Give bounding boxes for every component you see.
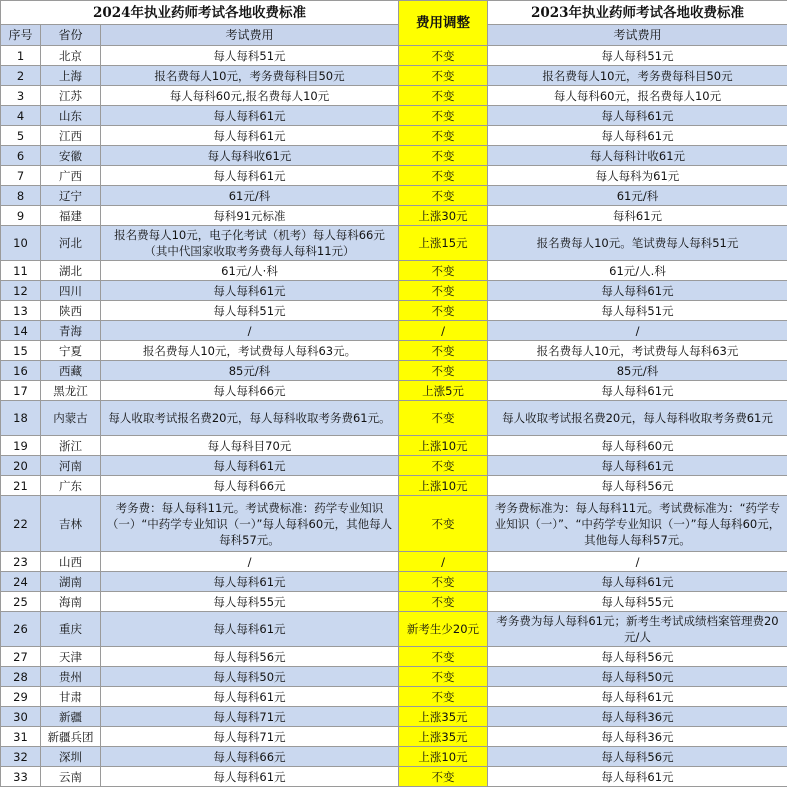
row-adjustment: 不变	[399, 186, 488, 206]
row-province: 山西	[41, 552, 101, 572]
table-row	[1, 476, 787, 496]
row-adjustment: 上涨15元	[399, 226, 488, 261]
row-province: 湖北	[41, 261, 101, 281]
row-fee-2024: 考务费：每人每科11元。考试费标准：药学专业知识（一）“中药学专业知识（一）”每人每科60元，其他每人每科57元。	[101, 496, 399, 552]
row-fee-2024: 每人收取考试报名费20元，每人每科收取考务费61元。	[101, 401, 399, 436]
table-row	[1, 767, 787, 787]
row-adjustment: 不变	[399, 767, 488, 787]
row-number: 7	[1, 166, 41, 186]
row-adjustment: 不变	[399, 46, 488, 66]
row-adjustment: /	[399, 321, 488, 341]
row-adjustment: 不变	[399, 687, 488, 707]
row-adjustment: 不变	[399, 166, 488, 186]
row-fee-2023: 每人每科56元	[488, 476, 787, 496]
row-province: 新疆	[41, 707, 101, 727]
row-number: 22	[1, 496, 41, 552]
row-province: 贵州	[41, 667, 101, 687]
row-province: 黑龙江	[41, 381, 101, 401]
row-province: 山东	[41, 106, 101, 126]
row-adjustment: 不变	[399, 647, 488, 667]
row-fee-2024: 每人每科56元	[101, 647, 399, 667]
table-row	[1, 146, 787, 166]
table-row	[1, 456, 787, 476]
row-fee-2023: 每人每科61元	[488, 456, 787, 476]
row-number: 9	[1, 206, 41, 226]
row-province: 云南	[41, 767, 101, 787]
row-fee-2023: 61元/人.科	[488, 261, 787, 281]
row-fee-2024: 61元/科	[101, 186, 399, 206]
row-adjustment: 不变	[399, 456, 488, 476]
row-fee-2024: 61元/人·科	[101, 261, 399, 281]
row-adjustment: 上涨10元	[399, 747, 488, 767]
header-province: 省份	[41, 25, 101, 46]
row-number: 20	[1, 456, 41, 476]
row-adjustment: 上涨35元	[399, 707, 488, 727]
row-fee-2024: 每科91元标准	[101, 206, 399, 226]
row-fee-2024: 每人每科66元	[101, 381, 399, 401]
table-row	[1, 341, 787, 361]
row-fee-2023: 每人每科61元	[488, 767, 787, 787]
title-adjust	[399, 1, 488, 46]
table-row	[1, 707, 787, 727]
table-row	[1, 186, 787, 206]
row-number: 23	[1, 552, 41, 572]
row-fee-2024: 每人每科66元	[101, 476, 399, 496]
row-adjustment: 上涨5元	[399, 381, 488, 401]
row-adjustment: 不变	[399, 106, 488, 126]
row-fee-2024: 报名费每人10元，考试费每人每科63元。	[101, 341, 399, 361]
row-number: 29	[1, 687, 41, 707]
row-number: 13	[1, 301, 41, 321]
row-province: 天津	[41, 647, 101, 667]
row-adjustment: 新考生少20元	[399, 612, 488, 647]
row-number: 31	[1, 727, 41, 747]
row-number: 4	[1, 106, 41, 126]
table-row	[1, 592, 787, 612]
row-fee-2024: 每人每科61元	[101, 281, 399, 301]
row-number: 11	[1, 261, 41, 281]
row-adjustment: 不变	[399, 496, 488, 552]
row-fee-2023: /	[488, 321, 787, 341]
row-province: 青海	[41, 321, 101, 341]
row-fee-2023: 每人每科61元	[488, 281, 787, 301]
table-row	[1, 381, 787, 401]
row-fee-2024: 每人每科61元	[101, 456, 399, 476]
row-fee-2023: 每人每科55元	[488, 592, 787, 612]
row-province: 重庆	[41, 612, 101, 647]
row-fee-2023: 每人每科61元	[488, 126, 787, 146]
row-fee-2023: 每人每科61元	[488, 106, 787, 126]
row-province: 安徽	[41, 146, 101, 166]
row-fee-2024: 每人每科66元	[101, 747, 399, 767]
row-fee-2023: 每人收取考试报名费20元，每人每科收取考务费61元	[488, 401, 787, 436]
row-fee-2024: 报名费每人10元，电子化考试（机考）每人每科66元（其中代国家收取考务费每人每科11元）	[101, 226, 399, 261]
row-province: 内蒙古	[41, 401, 101, 436]
row-adjustment: /	[399, 552, 488, 572]
row-adjustment: 不变	[399, 401, 488, 436]
row-province: 上海	[41, 66, 101, 86]
table-row	[1, 46, 787, 66]
table-row	[1, 436, 787, 456]
row-province: 北京	[41, 46, 101, 66]
row-fee-2024: 每人每科61元	[101, 767, 399, 787]
table-row	[1, 496, 787, 552]
row-province: 吉林	[41, 496, 101, 552]
header-no: 序号	[1, 25, 41, 46]
row-fee-2024: /	[101, 552, 399, 572]
row-number: 25	[1, 592, 41, 612]
row-fee-2024: /	[101, 321, 399, 341]
row-number: 3	[1, 86, 41, 106]
row-fee-2023: 每人每科56元	[488, 647, 787, 667]
table-row	[1, 206, 787, 226]
row-fee-2024: 每人每科61元	[101, 166, 399, 186]
table-row	[1, 747, 787, 767]
row-adjustment: 不变	[399, 361, 488, 381]
header-fee-2023: 考试费用	[488, 25, 787, 46]
row-fee-2024: 每人每科61元	[101, 612, 399, 647]
row-adjustment: 上涨30元	[399, 206, 488, 226]
table-row	[1, 401, 787, 436]
title-row	[1, 1, 787, 25]
row-adjustment: 上涨10元	[399, 476, 488, 496]
title-adjust-label: 费用调整	[416, 15, 470, 31]
table-row	[1, 667, 787, 687]
row-number: 26	[1, 612, 41, 647]
row-fee-2023: 每人每科51元	[488, 46, 787, 66]
table-row	[1, 612, 787, 647]
table-row	[1, 281, 787, 301]
row-fee-2023: 每人每科计收61元	[488, 146, 787, 166]
row-number: 17	[1, 381, 41, 401]
row-fee-2024: 每人每科61元	[101, 106, 399, 126]
row-fee-2023: 每人每科61元	[488, 687, 787, 707]
row-fee-2023: 考务费为每人每科61元；新考生考试成绩档案管理费20元/人	[488, 612, 787, 647]
row-number: 32	[1, 747, 41, 767]
row-province: 福建	[41, 206, 101, 226]
row-number: 6	[1, 146, 41, 166]
row-province: 新疆兵团	[41, 727, 101, 747]
row-number: 33	[1, 767, 41, 787]
row-number: 16	[1, 361, 41, 381]
row-fee-2023: 61元/科	[488, 186, 787, 206]
title-2024: 2024年执业药师考试各地收费标准	[1, 1, 399, 25]
row-number: 8	[1, 186, 41, 206]
table-row	[1, 687, 787, 707]
table-row	[1, 126, 787, 146]
row-adjustment: 不变	[399, 126, 488, 146]
row-adjustment: 不变	[399, 261, 488, 281]
table-row	[1, 361, 787, 381]
row-fee-2024: 每人每科收61元	[101, 146, 399, 166]
row-province: 甘肃	[41, 687, 101, 707]
row-province: 湖南	[41, 572, 101, 592]
row-number: 30	[1, 707, 41, 727]
row-province: 深圳	[41, 747, 101, 767]
row-province: 辽宁	[41, 186, 101, 206]
table-row	[1, 727, 787, 747]
table-row	[1, 321, 787, 341]
row-fee-2024: 每人每科61元	[101, 687, 399, 707]
row-fee-2023: 每科61元	[488, 206, 787, 226]
row-province: 江苏	[41, 86, 101, 106]
table-row	[1, 647, 787, 667]
table-row	[1, 301, 787, 321]
row-province: 海南	[41, 592, 101, 612]
row-province: 浙江	[41, 436, 101, 456]
row-number: 14	[1, 321, 41, 341]
title-2023: 2023年执业药师考试各地收费标准	[488, 1, 787, 25]
row-province: 河北	[41, 226, 101, 261]
row-adjustment: 不变	[399, 66, 488, 86]
row-fee-2024: 每人每科50元	[101, 667, 399, 687]
row-fee-2023: 85元/科	[488, 361, 787, 381]
row-adjustment: 不变	[399, 667, 488, 687]
row-number: 2	[1, 66, 41, 86]
header-fee-2024: 考试费用	[101, 25, 399, 46]
row-number: 24	[1, 572, 41, 592]
row-number: 21	[1, 476, 41, 496]
row-fee-2023: 每人每科60元，报名费每人10元	[488, 86, 787, 106]
row-fee-2023: 每人每科51元	[488, 301, 787, 321]
row-fee-2023: 报名费每人10元，考试费每人每科63元	[488, 341, 787, 361]
row-fee-2023: 每人每科36元	[488, 707, 787, 727]
row-fee-2024: 每人每科61元	[101, 572, 399, 592]
row-fee-2023: 每人每科36元	[488, 727, 787, 747]
row-fee-2024: 每人每科71元	[101, 707, 399, 727]
table-row	[1, 552, 787, 572]
table-row	[1, 86, 787, 106]
row-fee-2023: 每人每科61元	[488, 381, 787, 401]
row-fee-2024: 每人每科61元	[101, 126, 399, 146]
row-adjustment: 不变	[399, 86, 488, 106]
row-fee-2023: 每人每科50元	[488, 667, 787, 687]
row-fee-2023: 考务费标准为：每人每科11元。考试费标准为：“药学专业知识（一）”、“中药学专业知识（一）”每人每科60元，其他每人每科57元。	[488, 496, 787, 552]
row-number: 1	[1, 46, 41, 66]
row-fee-2024: 每人每科51元	[101, 301, 399, 321]
row-province: 广西	[41, 166, 101, 186]
row-number: 12	[1, 281, 41, 301]
row-fee-2024: 85元/科	[101, 361, 399, 381]
row-adjustment: 不变	[399, 301, 488, 321]
row-adjustment: 上涨10元	[399, 436, 488, 456]
table-row	[1, 226, 787, 261]
row-fee-2023: 报名费每人10元，考务费每科目50元	[488, 66, 787, 86]
row-adjustment: 不变	[399, 592, 488, 612]
table-row	[1, 66, 787, 86]
row-fee-2023: 报名费每人10元。笔试费每人每科51元	[488, 226, 787, 261]
row-province: 四川	[41, 281, 101, 301]
row-adjustment: 不变	[399, 572, 488, 592]
row-fee-2023: 每人每科60元	[488, 436, 787, 456]
row-fee-2024: 每人每科71元	[101, 727, 399, 747]
row-province: 西藏	[41, 361, 101, 381]
row-province: 江西	[41, 126, 101, 146]
row-number: 10	[1, 226, 41, 261]
row-number: 18	[1, 401, 41, 436]
row-adjustment: 不变	[399, 341, 488, 361]
row-number: 27	[1, 647, 41, 667]
row-fee-2023: 每人每科61元	[488, 572, 787, 592]
row-fee-2024: 报名费每人10元，考务费每科目50元	[101, 66, 399, 86]
row-fee-2023: 每人每科为61元	[488, 166, 787, 186]
row-province: 宁夏	[41, 341, 101, 361]
table-row	[1, 261, 787, 281]
row-fee-2024: 每人每科60元,报名费每人10元	[101, 86, 399, 106]
row-number: 15	[1, 341, 41, 361]
row-number: 28	[1, 667, 41, 687]
row-province: 广东	[41, 476, 101, 496]
row-number: 5	[1, 126, 41, 146]
row-province: 陕西	[41, 301, 101, 321]
header-row	[1, 25, 787, 46]
row-fee-2024: 每人每科51元	[101, 46, 399, 66]
row-adjustment: 不变	[399, 146, 488, 166]
table-row	[1, 572, 787, 592]
row-fee-2023: 每人每科56元	[488, 747, 787, 767]
row-fee-2024: 每人每科目70元	[101, 436, 399, 456]
row-fee-2024: 每人每科55元	[101, 592, 399, 612]
table-row	[1, 106, 787, 126]
row-number: 19	[1, 436, 41, 456]
row-province: 河南	[41, 456, 101, 476]
table-row	[1, 166, 787, 186]
row-fee-2023: /	[488, 552, 787, 572]
row-adjustment: 不变	[399, 281, 488, 301]
row-adjustment: 上涨35元	[399, 727, 488, 747]
